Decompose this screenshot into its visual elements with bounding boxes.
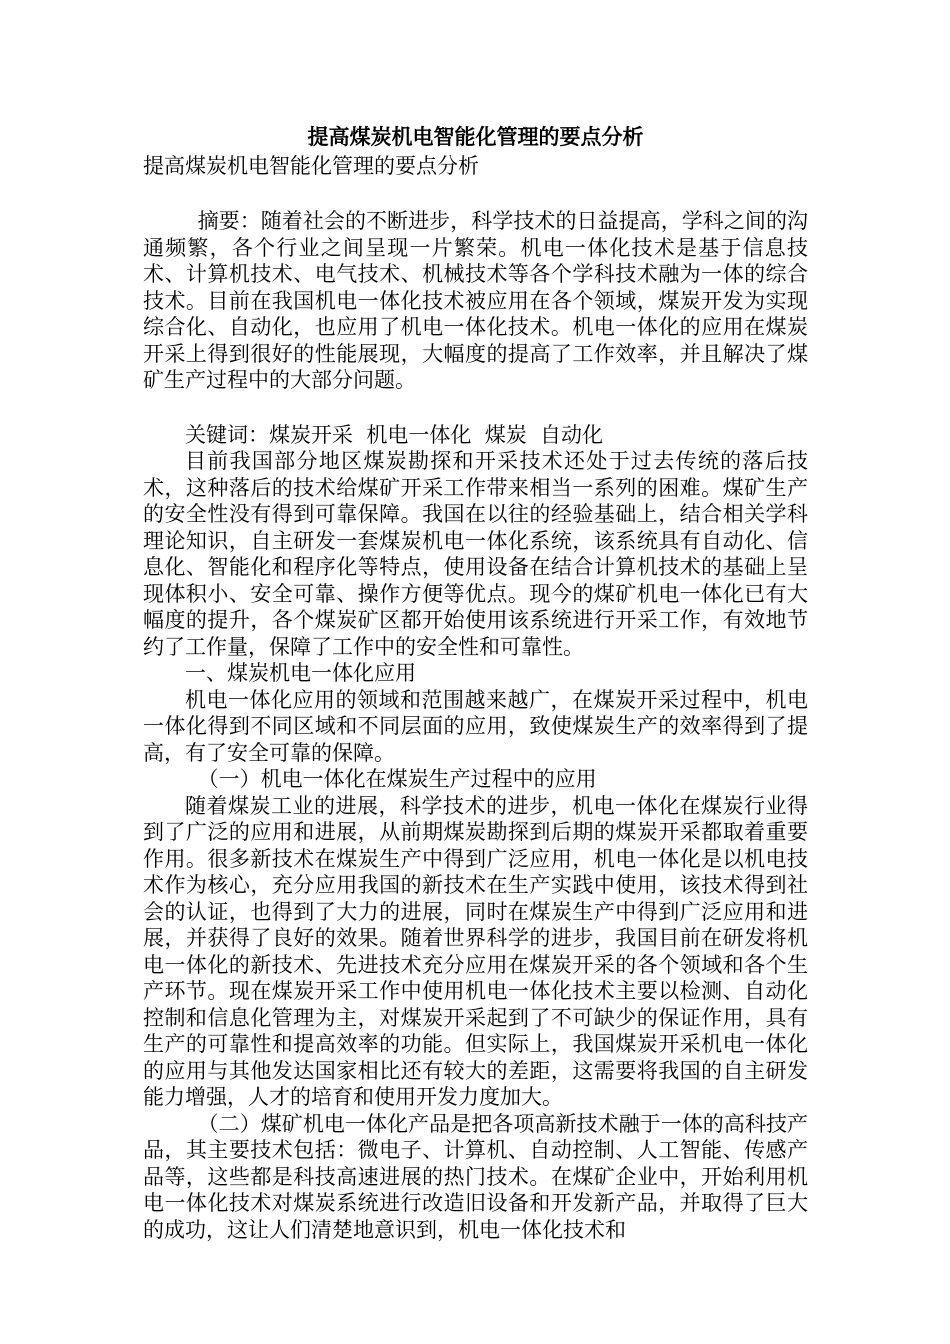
subsection-heading-1: （一）机电一体化在煤炭生产过程中的应用	[197, 767, 597, 791]
abstract-paragraph: 摘要：随着社会的不断进步，科学技术的日益提高，学科之间的沟通频繁，各个行业之间呈现一片繁荣。机电一体化技术是基于信息技术、计算机技术、电气技术、机械技术等各个学科技术融为一体的综合技术。目前在我国机电一体化技术被应用在各个领域，煤炭开发为实现综合化、自动化，也应用了机电一体化技术。机电一体化的应用在煤炭开采上得到很好的性能展现，大幅度的提高了工作效率，并且解决了煤矿生产过程中的大部分问题。	[143, 209, 808, 392]
keywords-line: 关键词：煤炭开采 机电一体化 煤炭 自动化	[185, 422, 604, 447]
document-title: 提高煤炭机电智能化管理的要点分析	[307, 124, 644, 149]
document-subtitle: 提高煤炭机电智能化管理的要点分析	[143, 154, 479, 178]
document-page	[143, 122, 808, 1243]
subsection-1-paragraph: 随着煤炭工业的进展，科学技术的进步，机电一体化在煤炭行业得到了广泛的应用和进展，从前期煤炭勘探到后期的煤炭开采都取着重要作用。很多新技术在煤炭生产中得到广泛应用，机电一体化是以机电技术作为核心，充分应用我国的新技术在生产实践中使用，该技术得到社会的认证，也得到了大力的进展，同时在煤炭生产中得到广泛应用和进展，并获得了良好的效果。随着世界科学的进步，我国目前在研发将机电一体化的新技术、先进技术充分应用在煤炭开采的各个领域和各个生产环节。现在煤炭开采工作中使用机电一体化技术主要以检测、自动化控制和信息化管理为主，对煤炭开采起到了不可缺少的保证作用，具有生产的可靠性和提高效率的功能。但实际上，我国煤炭开采机电一体化的应用与其他发达国家相比还有较大的差距，这需要将我国的自主研发能力增强，人才的培育和使用开发力度加大。	[143, 793, 808, 1109]
section-1-paragraph: 机电一体化应用的领域和范围越来越广，在煤炭开采过程中，机电一体化得到不同区域和不同层面的应用，致使煤炭生产的效率得到了提高，有了安全可靠的保障。	[143, 687, 808, 765]
intro-paragraph: 目前我国部分地区煤炭勘探和开采技术还处于过去传统的落后技术，这种落后的技术给煤矿开采工作带来相当一系列的困难。煤矿生产的安全性没有得到可靠保障。我国在以往的经验基础上，结合相关学科理论知识，自主研发一套煤炭机电一体化系统，该系统具有自动化、信息化、智能化和程序化等特点，使用设备在结合计算机技术的基础上呈现体积小、安全可靠、操作方便等优点。现今的煤矿机电一体化已有大幅度的提升，各个煤炭矿区都开始使用该系统进行开采工作，有效地节约了工作量，保障了工作中的安全性和可靠性。	[143, 449, 808, 659]
blank-line	[143, 180, 808, 208]
blank-line	[143, 394, 808, 422]
subsection-2-paragraph: （二）煤矿机电一体化产品是把各项高新技术融于一体的高科技产品，其主要技术包括：微电子、计算机、自动控制、人工智能、传感产品等，这些都是科技高速进展的热门技术。在煤矿企业中，开始利用机电一体化技术对煤炭系统进行改造旧设备和开发新产品，并取得了巨大的成功，这让人们清楚地意识到，机电一体化技术和	[143, 1111, 808, 1242]
section-heading-1: 一、煤炭机电一体化应用	[185, 661, 416, 685]
